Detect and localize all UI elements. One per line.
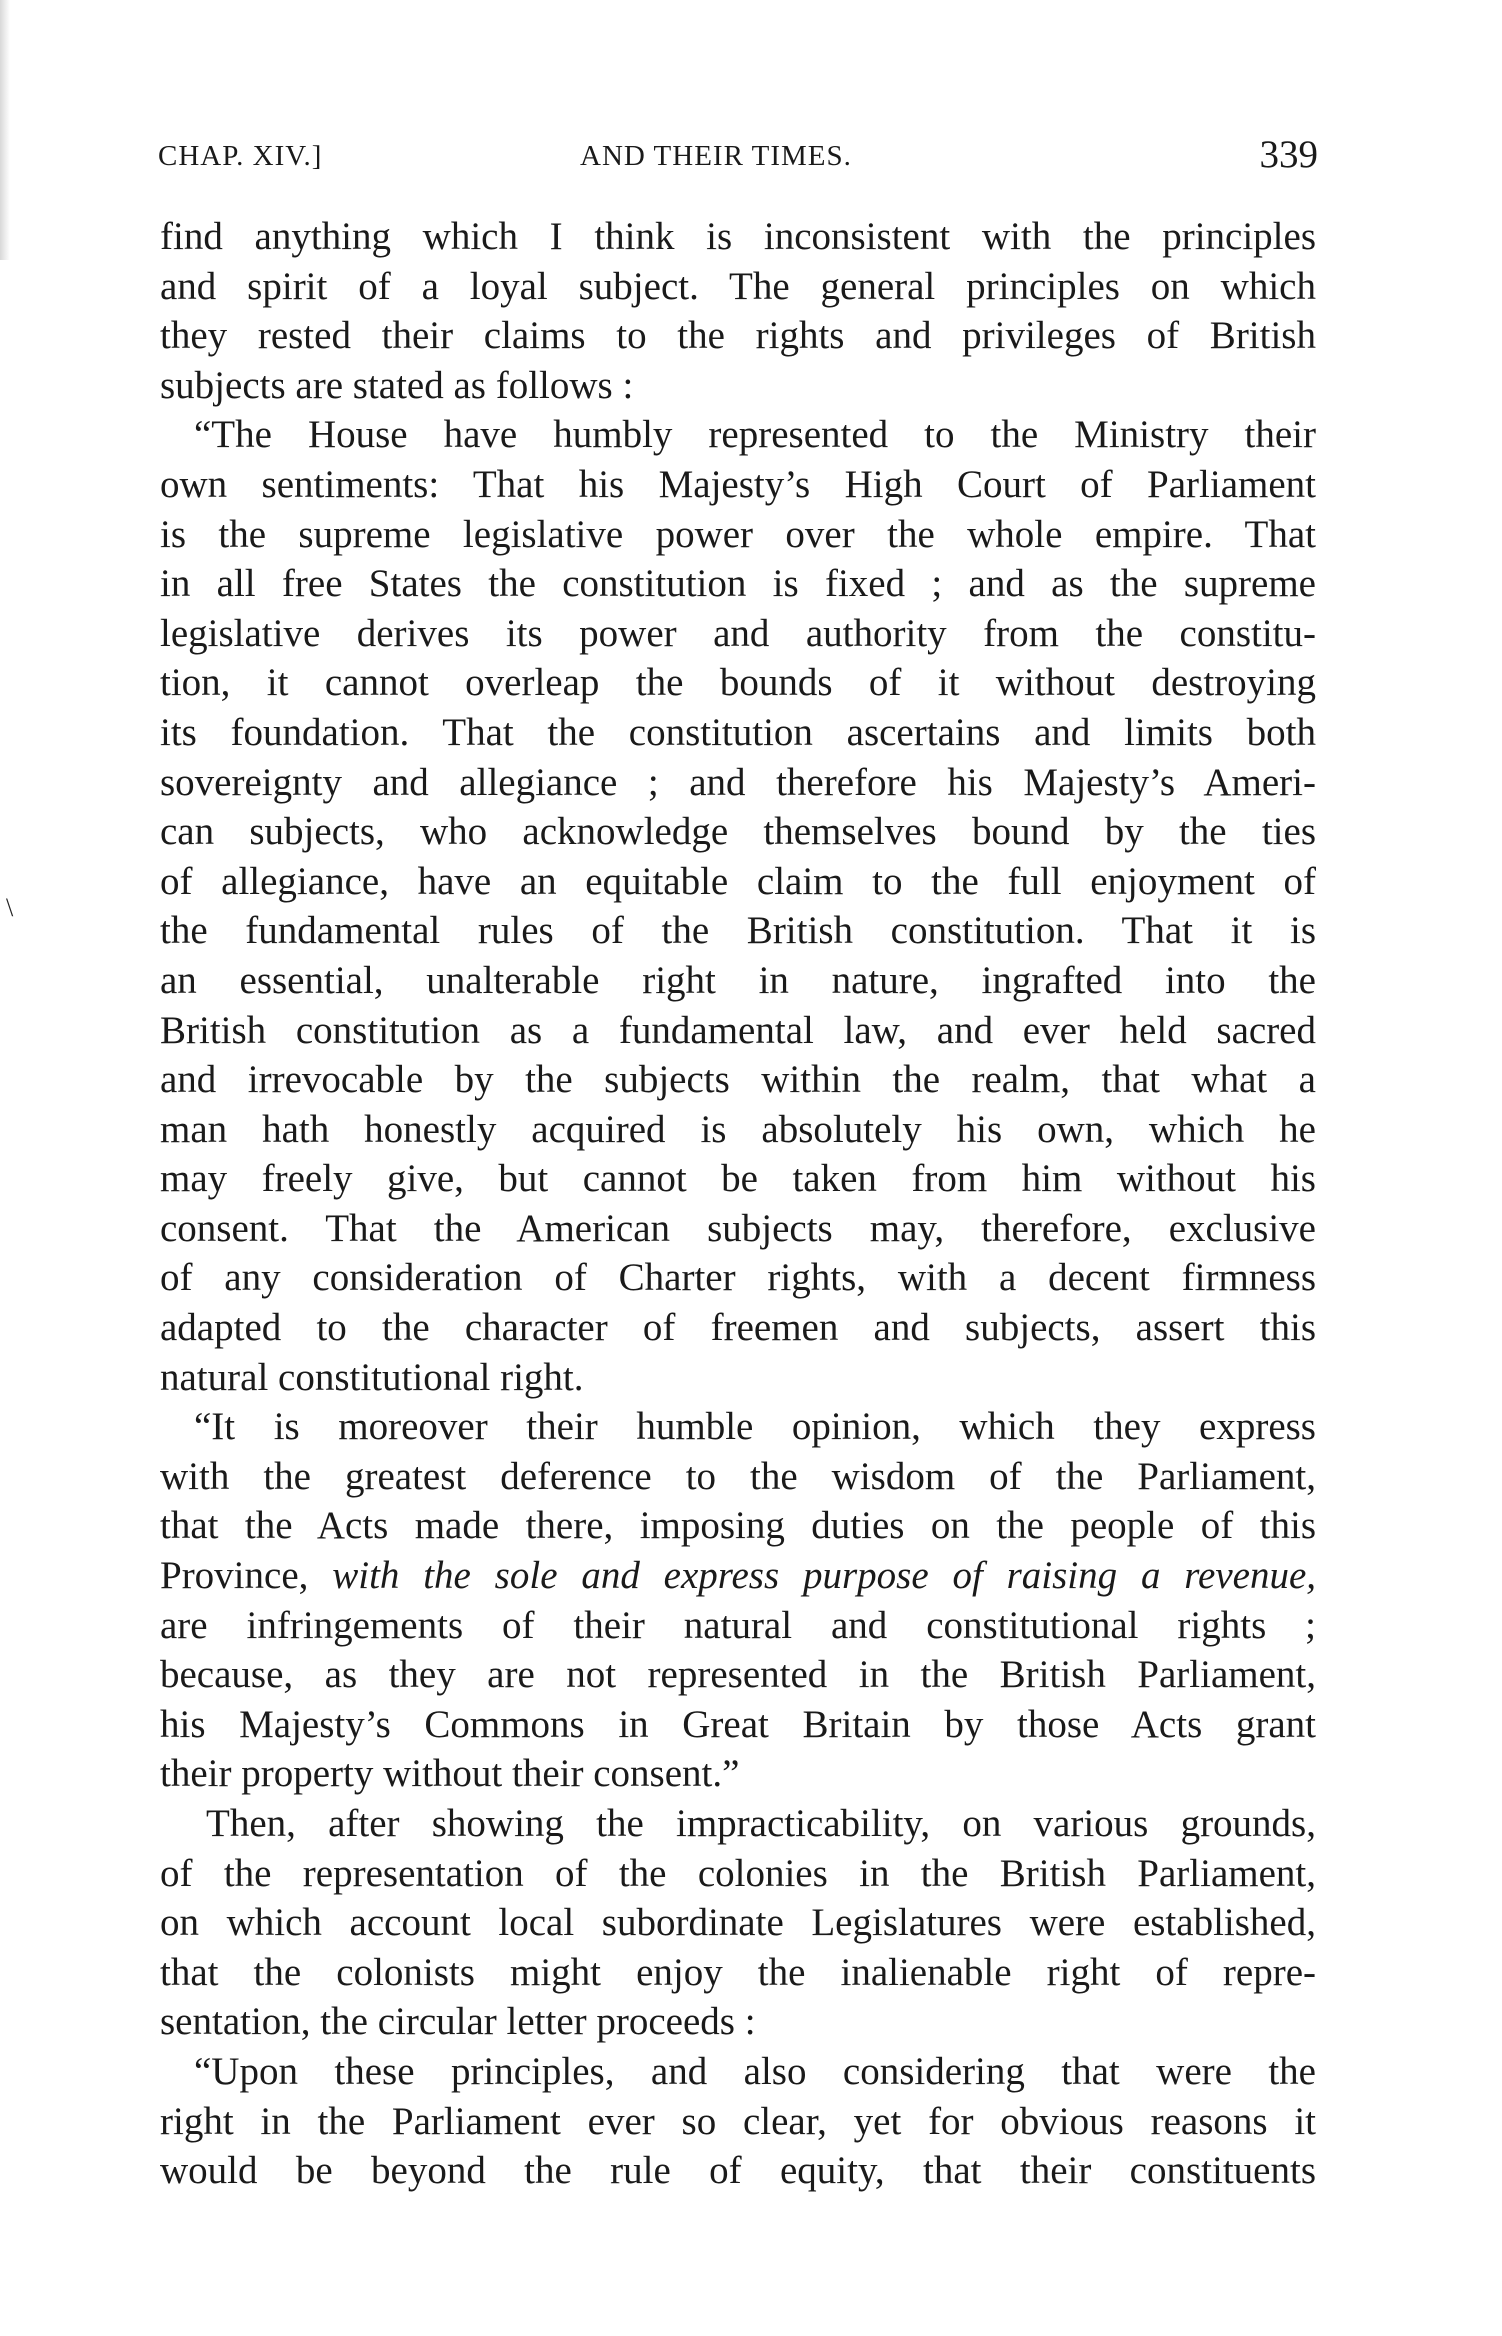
text-line: Then, after showing the impracticability, on various grounds,: [206, 1802, 1316, 1845]
text-line: on which account local subordinate Legislatures were established,: [160, 1901, 1316, 1945]
text-line: his Majesty’s Commons in Great Britain by those Acts grant: [160, 1702, 1316, 1746]
text-line: with the greatest deference to the wisdom of the Parliament,: [160, 1454, 1316, 1498]
text-line: the fundamental rules of the British constitution. That it is: [160, 909, 1316, 953]
text-line: an essential, unalterable right in nature, ingrafted into the: [160, 958, 1316, 1002]
text-line: legislative derives its power and authority from the constitu-: [160, 611, 1316, 655]
text-line: is the supreme legislative power over the whole empire. That: [160, 512, 1316, 556]
text-line: British constitution as a fundamental law, and ever held sacred: [160, 1008, 1316, 1052]
text-line: can subjects, who acknowledge themselves bound by the ties: [160, 810, 1316, 854]
text-line: “It is moreover their humble opinion, which they express: [194, 1405, 1316, 1449]
text-line: find anything which I think is inconsistent with the principles: [160, 215, 1316, 258]
text-line: consent. That the American subjects may, therefore, exclusive: [160, 1206, 1316, 1250]
text-line: of the representation of the colonies in the British Parliament,: [160, 1851, 1316, 1895]
text-line: natural constitutional right.: [160, 1355, 584, 1399]
running-title: AND THEIR TIMES.: [580, 140, 852, 172]
running-header: [158, 128, 1318, 180]
text-line: own sentiments: That his Majesty’s High Court of Parliament: [160, 462, 1316, 506]
text-line: sentation, the circular letter proceeds :: [160, 2000, 756, 2044]
text-line: in all free States the constitution is fixed ; and as the supreme: [160, 562, 1316, 606]
text-line: their property without their consent.”: [160, 1752, 740, 1796]
text-line: sovereignty and allegiance ; and therefore his Majesty’s Ameri-: [160, 760, 1316, 804]
text-line: of any consideration of Charter rights, with a decent firmness: [160, 1256, 1316, 1300]
text-line: “Upon these principles, and also considering that were the: [194, 2049, 1316, 2093]
margin-mark: \: [6, 893, 14, 922]
text-line-mixed: [160, 1551, 1316, 1601]
text-line-italic-part: with the sole and express purpose of raising a revenue,: [332, 1554, 1316, 1598]
text-line: right in the Parliament ever so clear, yet for obvious reasons it: [160, 2099, 1316, 2143]
text-line-roman-part: Province,: [160, 1554, 309, 1598]
text-line: its foundation. That the constitution ascertains and limits both: [160, 710, 1316, 754]
text-line: “The House have humbly represented to the Ministry their: [194, 413, 1316, 457]
text-line: tion, it cannot overleap the bounds of it without destroying: [160, 661, 1316, 705]
text-line: that the colonists might enjoy the inalienable right of repre-: [160, 1950, 1316, 1994]
body-text: [160, 212, 1316, 2196]
text-line: man hath honestly acquired is absolutely his own, which he: [160, 1107, 1316, 1151]
text-line: that the Acts made there, imposing duties on the people of this: [160, 1504, 1316, 1548]
text-line: because, as they are not represented in the British Parliament,: [160, 1653, 1316, 1697]
chapter-label: CHAP. XIV.]: [158, 140, 323, 172]
page-number: 339: [1259, 133, 1318, 176]
text-line: adapted to the character of freemen and subjects, assert this: [160, 1306, 1316, 1350]
text-line: are infringements of their natural and constitutional rights ;: [160, 1603, 1316, 1647]
text-line: may freely give, but cannot be taken from him without his: [160, 1157, 1316, 1201]
text-line: and irrevocable by the subjects within the realm, that what a: [160, 1058, 1316, 1102]
text-line: and spirit of a loyal subject. The general principles on which: [160, 264, 1316, 308]
scan-edge-shadow: [0, 0, 10, 260]
text-line: they rested their claims to the rights and privileges of British: [160, 314, 1316, 358]
text-line: of allegiance, have an equitable claim to the full enjoyment of: [160, 859, 1316, 903]
text-line: would be beyond the rule of equity, that their constituents: [160, 2149, 1316, 2193]
text-line: subjects are stated as follows :: [160, 363, 634, 407]
